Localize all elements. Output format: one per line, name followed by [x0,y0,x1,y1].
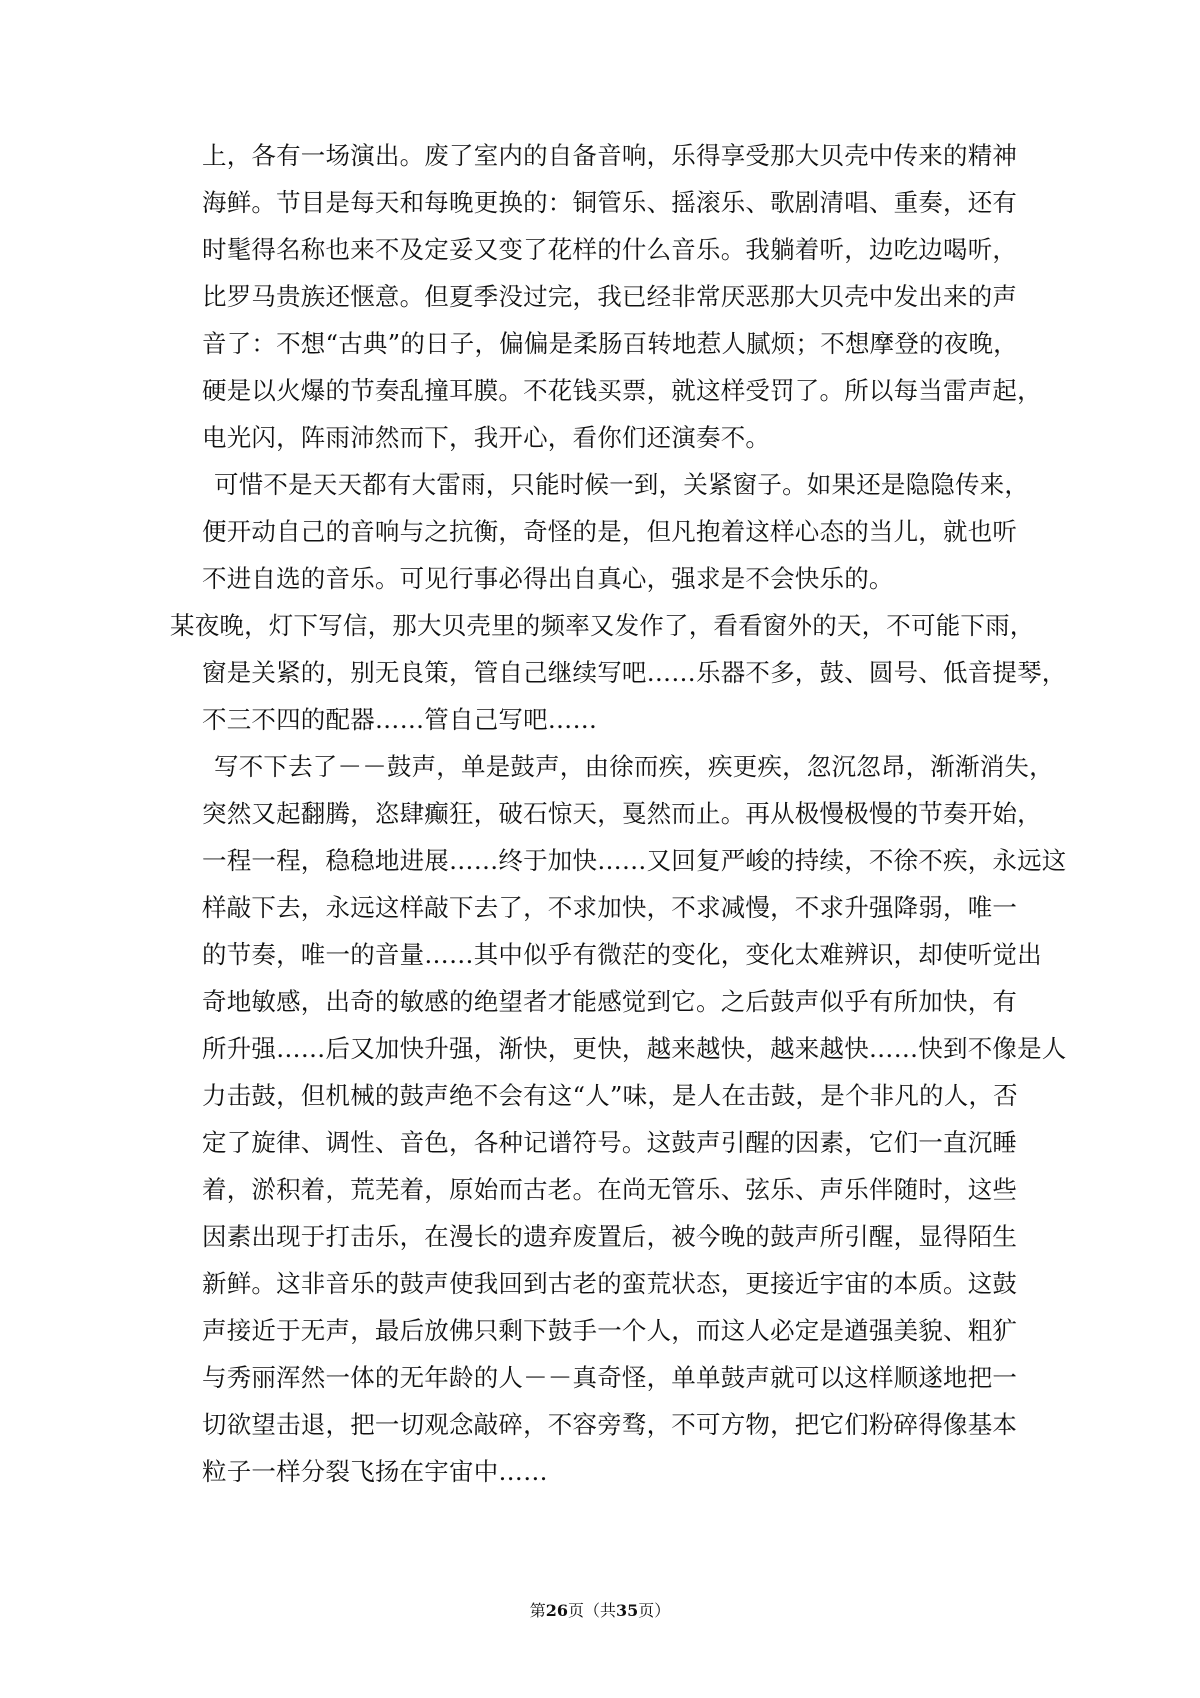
text-line: 声接近于无声，最后放佛只剩下鼓手一个人，而这人必定是遒强美貌、粗犷 [202,1316,1018,1345]
text-line: 不进自选的音乐。可见行事必得出自真心，强求是不会快乐的。 [202,564,894,593]
text-line: 海鲜。节目是每天和每晚更换的：铜管乐、摇滚乐、歌剧清唱、重奏，还有 [202,188,1018,217]
text-line: 上，各有一场演出。废了室内的自备音响，乐得享受那大贝壳中传来的精神 [202,141,1018,170]
text-line: 奇地敏感，出奇的敏感的绝望者才能感觉到它。之后鼓声似乎有所加快，有 [202,987,1018,1016]
text-line: 不三不四的配器……管自己写吧…… [202,705,598,734]
text-line: 写不下去了－－鼓声，单是鼓声，由徐而疾，疾更疾，忽沉忽昂，渐渐消失， [214,752,1054,781]
text-line: 定了旋律、调性、音色，各种记谱符号。这鼓声引醒的因素，它们一直沉睡 [202,1128,1018,1157]
text-line: 新鲜。这非音乐的鼓声使我回到古老的蛮荒状态，更接近宇宙的本质。这鼓 [202,1269,1018,1298]
text-line: 因素出现于打击乐，在漫长的遗弃废置后，被今晚的鼓声所引醒，显得陌生 [202,1222,1018,1251]
text-line: 切欲望击退，把一切观念敲碎，不容旁骛，不可方物，把它们粉碎得像基本 [202,1410,1018,1439]
text-line: 窗是关紧的，别无良策，管自己继续写吧……乐器不多，鼓、圆号、低音提琴， [202,658,1067,687]
text-line: 粒子一样分裂飞扬在宇宙中…… [202,1457,548,1486]
text-line: 硬是以火爆的节奏乱撞耳膜。不花钱买票，就这样受罚了。所以每当雷声起， [202,376,1042,405]
text-line: 比罗马贵族还惬意。但夏季没过完，我已经非常厌恶那大贝壳中发出来的声 [202,282,1018,311]
text-line: 突然又起翻腾，恣肆癫狂，破石惊天，戛然而止。再从极慢极慢的节奏开始， [202,799,1042,828]
text-line: 与秀丽浑然一体的无年龄的人－－真奇怪，单单鼓声就可以这样顺遂地把一 [202,1363,1018,1392]
text-line: 时髦得名称也来不及定妥又变了花样的什么音乐。我躺着听，边吃边喝听， [202,235,1018,264]
text-line: 所升强……后又加快升强，渐快，更快，越来越快，越来越快……快到不像是人 [202,1034,1067,1063]
footer-suffix: 页） [638,1601,671,1620]
text-line: 着，淤积着，荒芜着，原始而古老。在尚无管乐、弦乐、声乐伴随时，这些 [202,1175,1018,1204]
text-line: 某夜晚，灯下写信，那大贝壳里的频率又发作了，看看窗外的天，不可能下雨， [170,611,1035,640]
text-line: 的节奏，唯一的音量……其中似乎有微茫的变化，变化太难辨识，却使听觉出 [202,940,1042,969]
current-page-number: 26 [545,1601,568,1620]
text-line: 样敲下去，永远这样敲下去了，不求加快，不求减慢，不求升强降弱，唯一 [202,893,1018,922]
footer-prefix: 第 [529,1601,546,1620]
text-line: 可惜不是天天都有大雷雨，只能时候一到，关紧窗子。如果还是隐隐传来， [214,470,1030,499]
page-number-footer [0,1600,1200,1622]
text-line: 音了：不想“古典”的日子，偏偏是柔肠百转地惹人腻烦；不想摩登的夜晚， [202,329,1018,358]
text-line: 电光闪，阵雨沛然而下，我开心，看你们还演奏不。 [202,423,771,452]
footer-middle: 页（共 [567,1601,616,1620]
text-line: 便开动自己的音响与之抗衡，奇怪的是，但凡抱着这样心态的当儿，就也听 [202,517,1018,546]
text-line: 力击鼓，但机械的鼓声绝不会有这“人”味，是人在击鼓，是个非凡的人，否 [202,1081,1018,1110]
total-pages-number: 35 [616,1601,639,1620]
text-line: 一程一程，稳稳地进展……终于加快……又回复严峻的持续，不徐不疾，永远这 [202,846,1067,875]
